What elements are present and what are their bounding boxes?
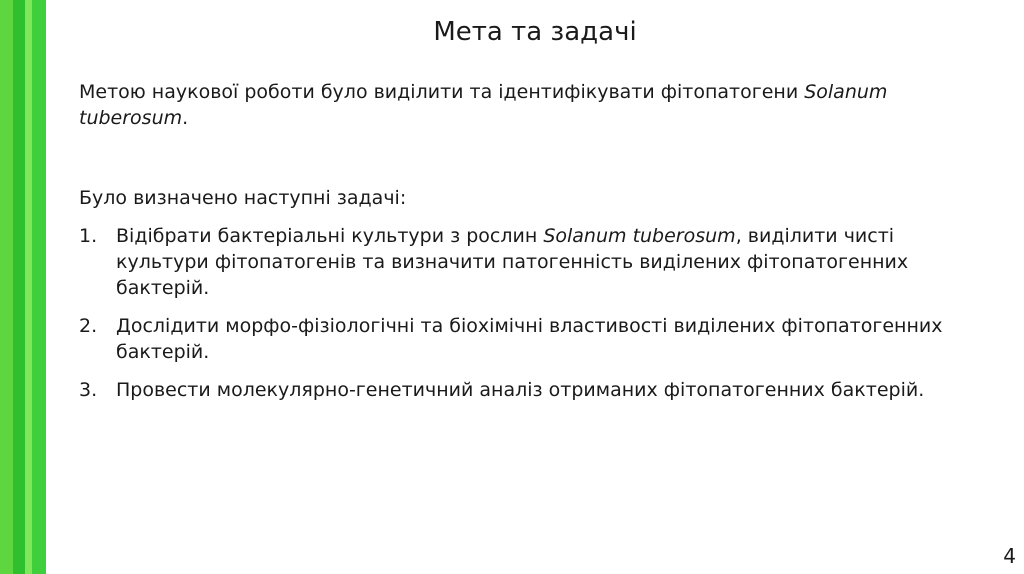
decorative-side-bar bbox=[0, 0, 46, 574]
task-text: Дослідити морфо-фізіологічні та біохімічні властивості виділених фітопатогенних бактерій. bbox=[116, 315, 943, 363]
task-item bbox=[79, 223, 989, 301]
tasks-list bbox=[79, 223, 989, 403]
tasks-heading: Було визначено наступні задачі: bbox=[79, 187, 407, 209]
goal-text: Метою наукової роботи було виділити та ідентифікувати фітопатогени bbox=[79, 81, 805, 103]
task-number: 3. bbox=[79, 379, 98, 401]
side-stripe-3 bbox=[25, 0, 32, 574]
task-text-end: , виділити чисті культури фітопатогенів та визначити патогенність виділених фітопатогенних бактерій. bbox=[116, 225, 909, 299]
side-stripe-2 bbox=[13, 0, 25, 574]
slide-content bbox=[79, 79, 989, 415]
goal-text-end: . bbox=[182, 107, 189, 129]
species-name: Solanum tuberosum bbox=[543, 225, 736, 247]
task-number: 2. bbox=[79, 315, 98, 337]
goal-paragraph bbox=[79, 79, 989, 131]
task-text: Провести молекулярно-генетичний аналіз отриманих фітопатогенних бактерій. bbox=[116, 379, 925, 401]
side-stripe-4 bbox=[32, 0, 46, 574]
task-item bbox=[79, 377, 989, 403]
species-name: Solanum tuberosum bbox=[79, 81, 888, 129]
page-number: 4 bbox=[1003, 544, 1016, 568]
slide-title: Мета та задачі bbox=[433, 17, 637, 47]
side-stripe-1 bbox=[0, 0, 13, 574]
task-number: 1. bbox=[79, 225, 98, 247]
task-text: Відібрати бактеріальні культури з рослин bbox=[116, 225, 544, 247]
task-item bbox=[79, 313, 989, 365]
